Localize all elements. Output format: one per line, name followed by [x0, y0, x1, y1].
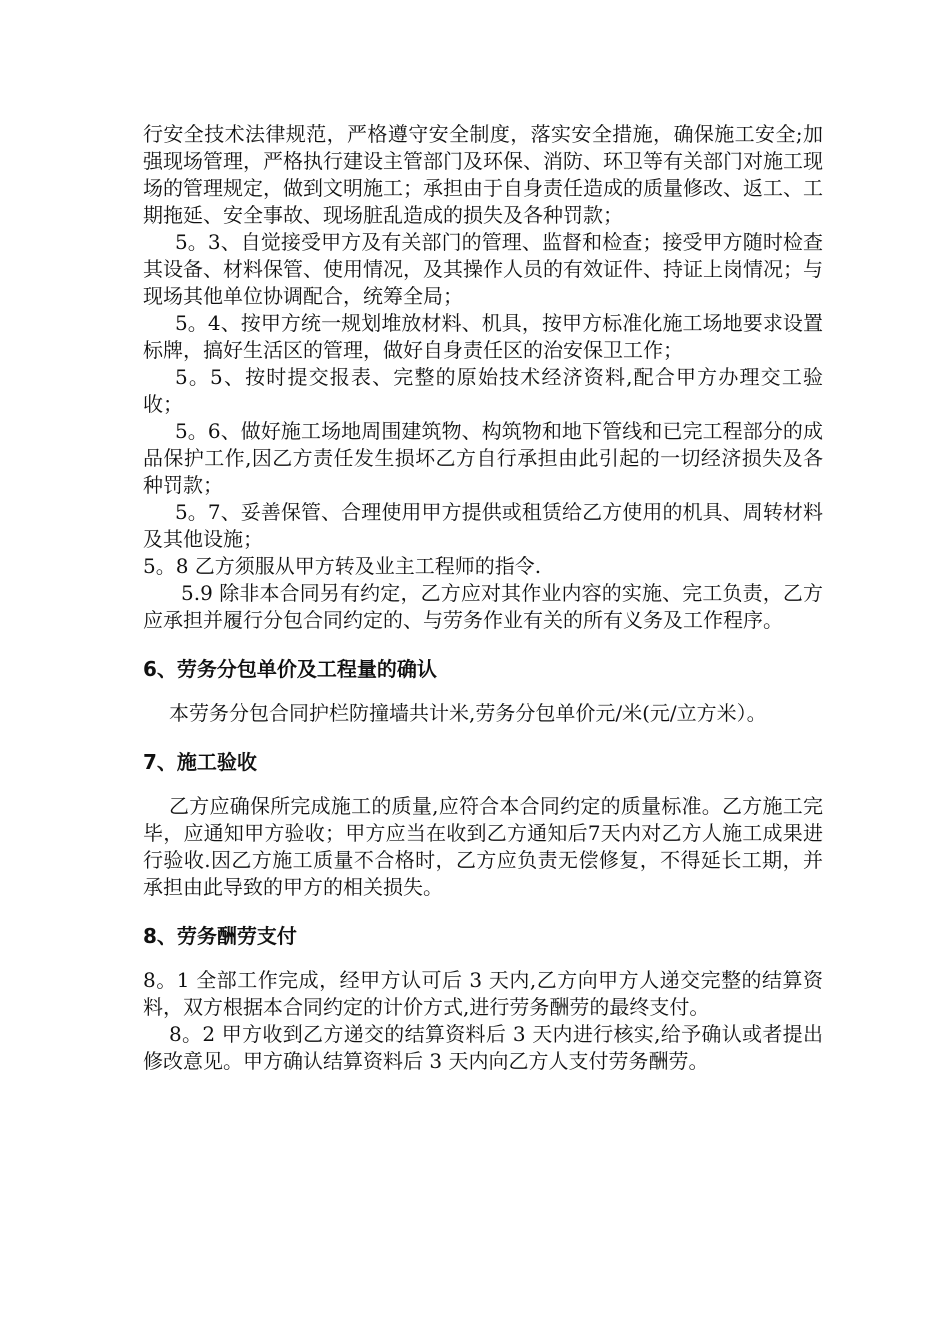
spacer	[143, 950, 823, 967]
clause-5-3: 5。3、自觉接受甲方及有关部门的管理、监督和检查；接受甲方随时检查其设备、材料保管、使用情况，及其操作人员的有效证件、持证上岗情况；与现场其他单位协调配合，统筹全局；	[143, 230, 823, 308]
spacer	[143, 901, 823, 923]
clause-5-7: 5。7、妥善保管、合理使用甲方提供或租赁给乙方使用的机具、周转材料及其他设施；	[143, 500, 823, 551]
spacer	[143, 727, 823, 749]
clause-5-9: 5.9 除非本合同另有约定，乙方应对其作业内容的实施、完工负责，乙方应承担并履行分包合同约定的、与劳务作业有关的所有义务及工作程序。	[143, 581, 823, 632]
section-6-body: 本劳务分包合同护栏防撞墙共计米,劳务分包单价元/米(元/立方米）。	[169, 701, 767, 725]
section-8-heading: 8、劳务酬劳支付	[143, 924, 297, 948]
clause-8-2: 8。2 甲方收到乙方递交的结算资料后 3 天内进行核实,给予确认或者提出修改意见。甲方确认结算资料后 3 天内向乙方人支付劳务酬劳。	[143, 1022, 823, 1073]
spacer	[143, 776, 823, 793]
clause-5-4: 5。4、按甲方统一规划堆放材料、机具，按甲方标准化施工场地要求设置标牌，搞好生活区的管理，做好自身责任区的治安保卫工作；	[143, 311, 823, 362]
spacer	[143, 634, 823, 656]
spacer	[143, 683, 823, 700]
document-body	[143, 121, 823, 1075]
intro-paragraph: 行安全技术法律规范，严格遵守安全制度，落实安全措施，确保施工安全;加强现场管理，严格执行建设主管部门及环保、消防、环卫等有关部门对施工现场的管理规定，做到文明施工；承担由于自身责任造成的质量修改、返工、工期拖延、安全事故、现场脏乱造成的损失及各种罚款；	[143, 122, 823, 227]
clause-5-5: 5。5、按时提交报表、完整的原始技术经济资料,配合甲方办理交工验收；	[143, 365, 823, 416]
clause-5-8: 5。8 乙方须服从甲方转及业主工程师的指令.	[143, 554, 542, 578]
section-7-heading: 7、施工验收	[143, 750, 257, 774]
clause-5-6: 5。6、做好施工场地周围建筑物、构筑物和地下管线和已完工程部分的成品保护工作,因乙方责任发生损坏乙方自行承担由此引起的一切经济损失及各种罚款；	[143, 419, 823, 497]
section-7-body: 乙方应确保所完成施工的质量,应符合本合同约定的质量标准。乙方施工完毕，应通知甲方验收；甲方应当在收到乙方通知后7天内对乙方人施工成果进行验收.因乙方施工质量不合格时，乙方应负责无偿修复，不得延长工期，并承担由此导致的甲方的相关损失。	[143, 794, 823, 899]
clause-8-1: 8。1 全部工作完成，经甲方认可后 3 天内,乙方向甲方人递交完整的结算资料，双方根据本合同约定的计价方式,进行劳务酬劳的最终支付。	[143, 968, 823, 1019]
section-6-heading: 6、劳务分包单价及工程量的确认	[143, 657, 437, 681]
